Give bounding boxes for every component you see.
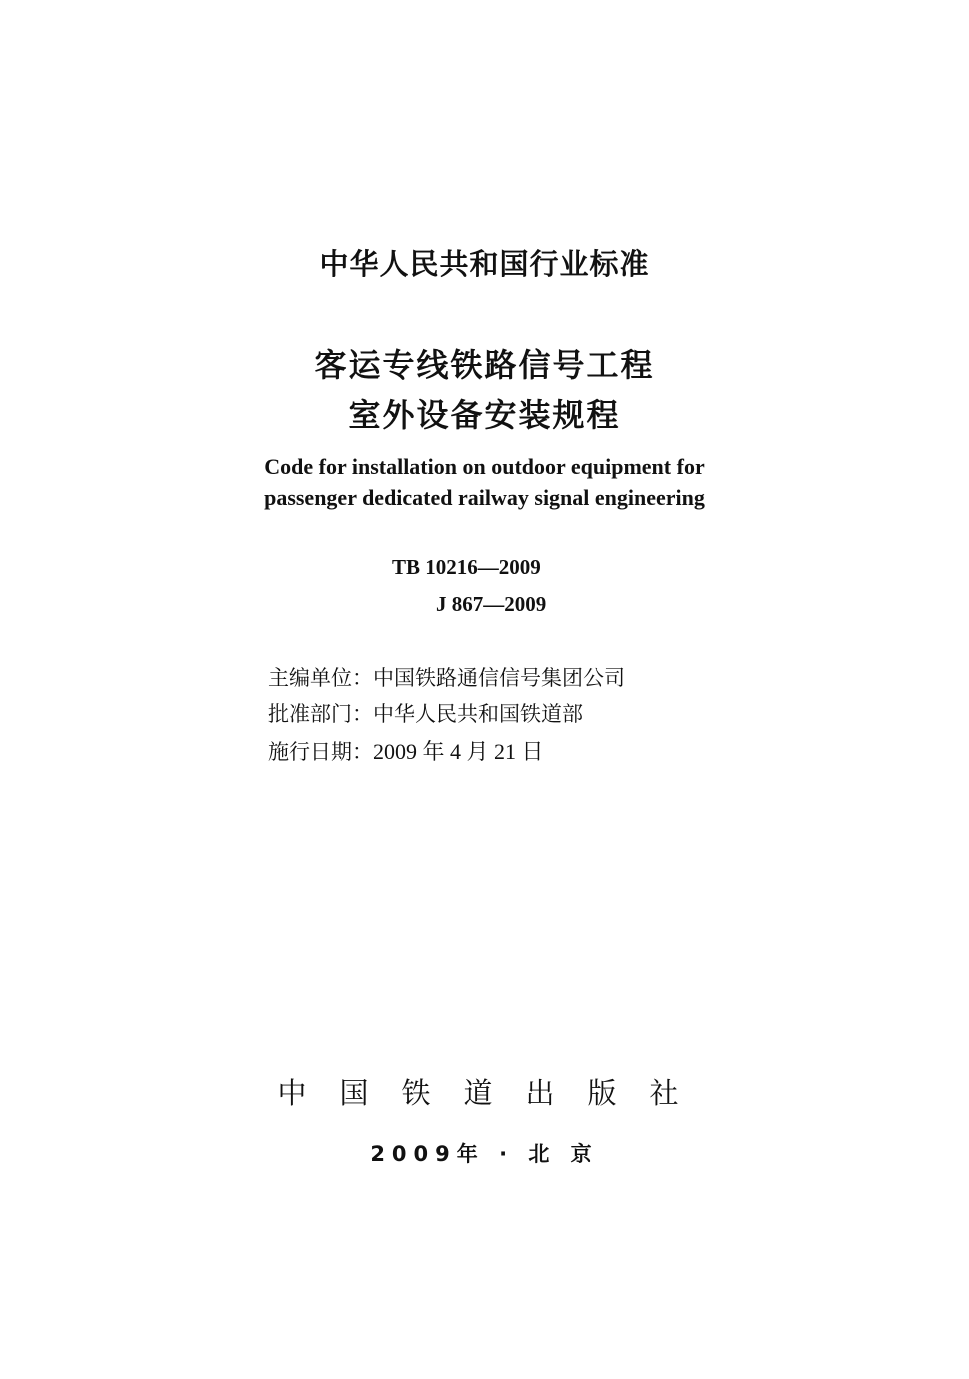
info-row-effective-date <box>268 735 544 766</box>
info-label: 施行日期： <box>268 740 373 764</box>
info-value: 中国铁路通信信号集团公司 <box>373 666 625 690</box>
info-label: 主编单位： <box>268 666 373 690</box>
standard-category: 中华人民共和国行业标准 <box>319 247 650 281</box>
info-label: 批准部门： <box>268 702 373 726</box>
publication-place-date: 2009年 · 北 京 <box>370 1142 599 1166</box>
publisher: 中国铁道出版社 <box>277 1076 712 1110</box>
tb-standard-number: TB 10216—2009 <box>392 555 541 579</box>
info-value: 2009 年 4 月 21 日 <box>373 739 544 764</box>
title-en-line-2: passenger dedicated railway signal engineering <box>264 485 705 510</box>
info-row-approver <box>268 698 583 728</box>
j-standard-number: J 867—2009 <box>436 592 547 616</box>
info-row-editor <box>268 662 625 692</box>
title-en-line-1: Code for installation on outdoor equipment for <box>264 454 705 479</box>
title-zh-line-1: 客运专线铁路信号工程 <box>314 346 655 384</box>
info-value: 中华人民共和国铁道部 <box>373 702 583 726</box>
title-zh-line-2: 室外设备安装规程 <box>348 396 621 434</box>
